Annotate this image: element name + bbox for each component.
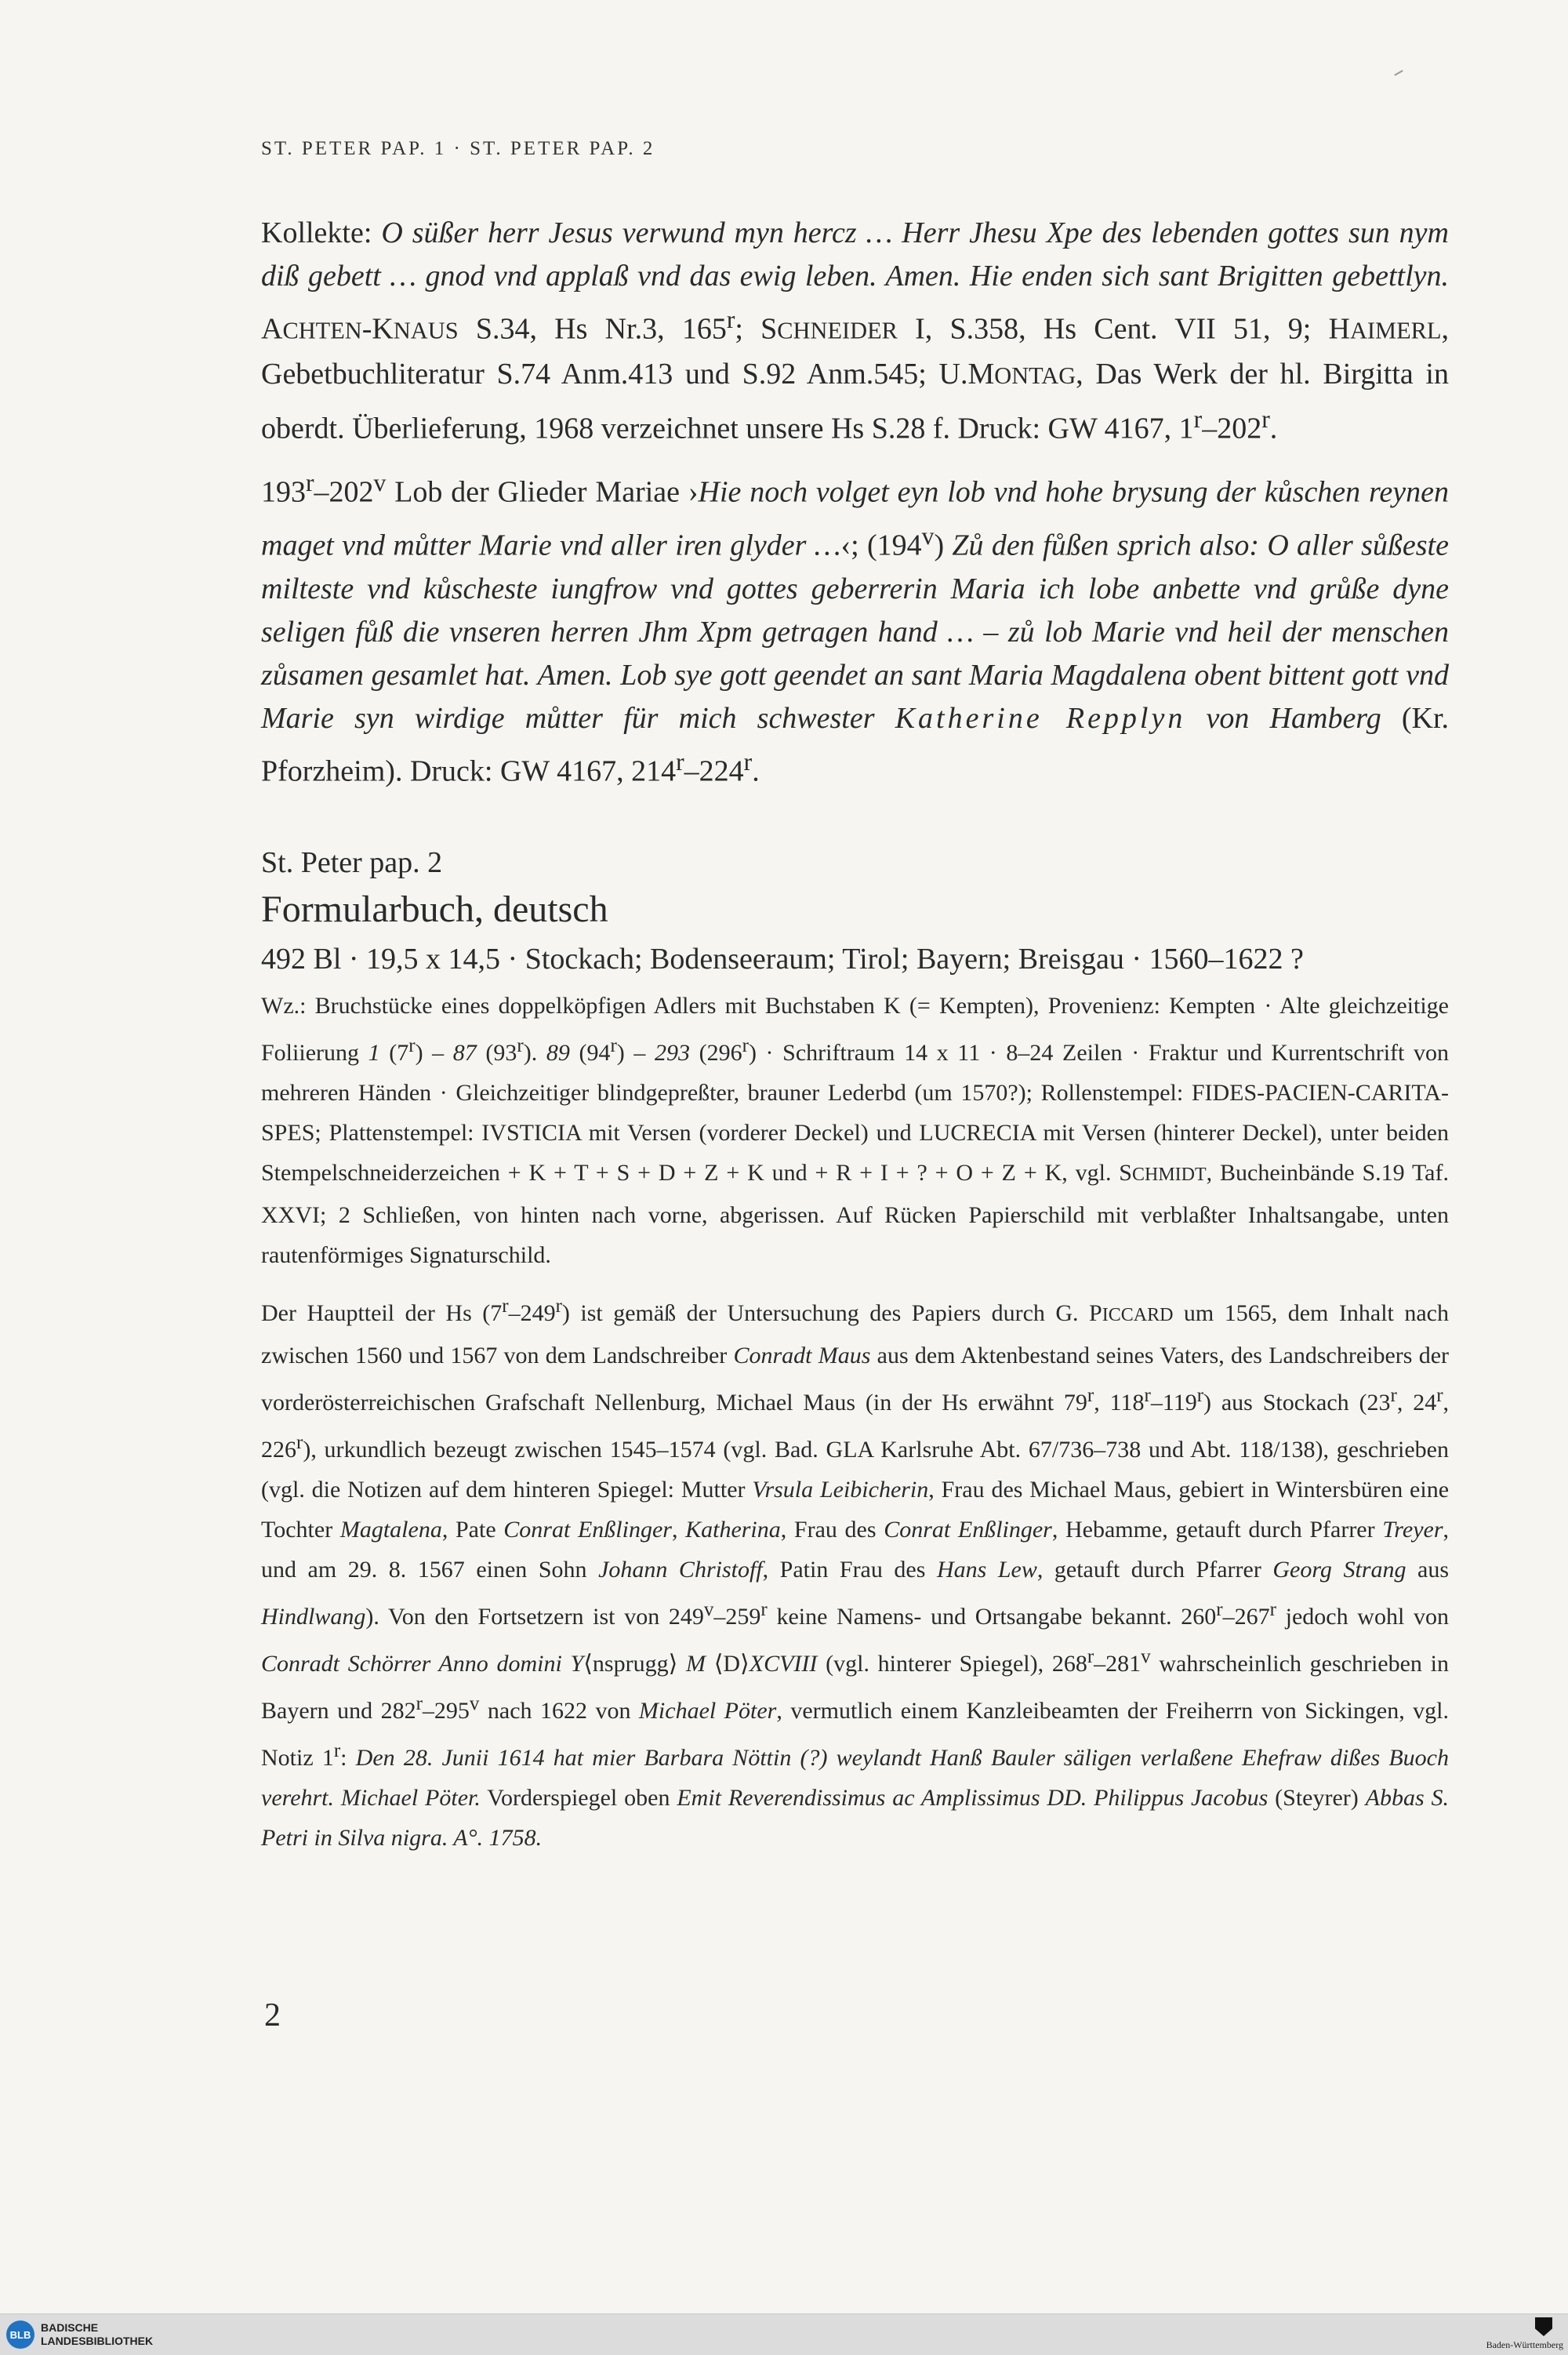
- entry-meta: 492 Bl · 19,5 x 14,5 · Stockach; Bodenseeraum; Tirol; Bayern; Breisgau · 1560–1622 ?: [261, 943, 1304, 976]
- library-line-2: LANDESBIBLIOTHEK: [41, 2335, 154, 2347]
- history-paragraph: Der Hauptteil der Hs (7$^r$–249$^r$) ist gemäß der Untersuchung des Papiers durch G. PICCARD um 1565, dem Inhalt nach zwischen 1560 und 1567 von dem Landschreiber Conradt Maus aus dem Aktenbestand seines Vaters, des Landschreibers der vorderösterreichischen Grafschaft Nellenburg, Michael Maus (in der Hs erwähnt 79$^r$, 118$^r$–119$^r$) aus Stockach (23$^r$, 24$^r$, 226$^r$), urkundlich bezeugt zwischen 1545–1574 (vgl. Bad. GLA Karlsruhe Abt. 67/736–738 und Abt. 118/138), geschrieben (vgl. die Notizen auf dem hinteren Spiegel: Mutter Vrsula Leibicherin, Frau des Michael Maus, gebiert in Wintersbüren eine Tochter Magtalena, Pate Conrat Enßlinger, Katherina, Frau des Conrat Enßlinger, Hebamme, getauft durch Pfarrer Treyer, und am 29. 8. 1567 einen Sohn Johann Christoff, Patin Frau des Hans Lew, getauft durch Pfarrer Georg Strang aus Hindlwang). Von den Fortsetzern ist von 249$^v$–259$^r$ keine Namens- und Ortsangabe bekannt. 260$^r$–267$^r$ jedoch wohl von Conradt Schörrer Anno domini Y⟨nsprugg⟩ M ⟨D⟩XCVIII (vgl. hinterer Spiegel), 268$^r$–281$^v$ wahrscheinlich geschrieben in Bayern und 282$^r$–295$^v$ nach 1622 von Michael Pöter, vermutlich einem Kanzleibeamten der Freiherrn von Sickingen, vgl. Notiz 1$^r$: Den 28. Junii 1614 hat mier Barbara Nöttin (?) weylandt Hanß Bauler säligen verlaßene Ehefraw dißes Buoch verehrt. Michael Pöter. Vorderspiegel oben Emit Reverendissimus ac Amplissimus DD. Philippus Jacobus (Steyrer) Abbas S. Petri in Silva nigra. A°. 1758.: [261, 1296, 1450, 1851]
- entry-st-peter-pap-1-continued: [261, 212, 1449, 793]
- state-crest-icon: [1535, 2317, 1552, 2336]
- blb-logo-icon[interactable]: BLB: [6, 2320, 34, 2349]
- entry-title: Formularbuch, deutsch: [261, 889, 608, 930]
- library-name: [41, 2321, 153, 2348]
- library-line-1: BADISCHE: [41, 2321, 99, 2334]
- physical-description: Wz.: Bruchstücke eines doppelköpfigen Adlers mit Buchstaben K (= Kempten), Provenienz: Kempten · Alte gleichzeitige Foliierung 1 (7$^r$) – 87 (93$^r$). 89 (94$^r$) – 293 $(296^r)$ · Schriftraum 14 x 11 · 8–24 Zeilen · Fraktur und Kurrentschrift von mehreren Händen · Gleichzeitiger blindgepreßter, brauner Lederbd (um 1570?); Rollenstempel: FIDES-PACIEN-CARITA-SPES; Plattenstempel: IVSTICIA mit Versen (vorderer Deckel) und LUCRECIA mit Versen (hinterer Deckel), unter beiden Stempelschneiderzeichen + K + T + S + D + Z + K und + R + I + ? + O + Z + K, vgl. SCHMIDT, Bucheinbände S.19 Taf. XXVI; 2 Schließen, von hinten nach vorne, abgerissen. Auf Rücken Papierschild mit verblaßter Inhaltsangabe, unten rautenförmiges Signaturschild.: [261, 993, 1449, 1268]
- entry-st-peter-pap-2: [261, 845, 1449, 1858]
- scan-mark: [1394, 70, 1403, 76]
- running-head: ST. PETER PAP. 1 · ST. PETER PAP. 2: [261, 138, 655, 159]
- page-number: 2: [264, 1997, 281, 2033]
- shelfmark: St. Peter pap. 2: [261, 846, 443, 879]
- lob-paragraph: 193$^r$–202$^v$ Lob der Glieder Mariae ›Hie noch volget eyn lob vnd hohe brysung der kůschen reynen maget vnd můtter Marie vnd aller iren glyder …‹; (194$^v$) Zů den fůßen sprich also: O aller sůßeste milteste vnd kůscheste iungfrow vnd gottes geberrerin Maria ich lobe anbette vnd grůße dyne seligen fůß die vnseren herren Jhm Xpm getragen hand … – zů lob Marie vnd heil der menschen zůsamen gesamlet hat. Amen. Lob sye gott geendet an sant Maria Magdalena obent bittent gott vnd Marie syn wirdige můtter für mich schwester Katherine Repplyn von Hamberg (Kr. Pforzheim). Druck: GW 4167, 214$^r$–224$^r$.: [261, 469, 1450, 788]
- kollekte-paragraph: Kollekte: O süßer herr Jesus verwund myn hercz … Herr Jhesu Xpe des lebenden gottes sun nym diß gebett … gnod vnd applaß vnd das ewig leben. Amen. Hie enden sich sant Brigitten gebettlyn. ACHTEN-KNAUS S.34, Hs Nr.3, 165$^r$; SCHNEIDER I, S.358, Hs Cent. VII 51, 9; HAIMERL, Gebetbuchliteratur S.74 Anm.413 und S.92 Anm.545; U.MONTAG, Das Werk der hl. Birgitta in oberdt. Überlieferung, 1968 verzeichnet unsere Hs S.28 f. Druck: GW 4167, 1$^r$–202$^r$.: [261, 216, 1449, 445]
- viewer-footer: [0, 2313, 1568, 2355]
- state-label: Baden-Württemberg: [1486, 2339, 1563, 2350]
